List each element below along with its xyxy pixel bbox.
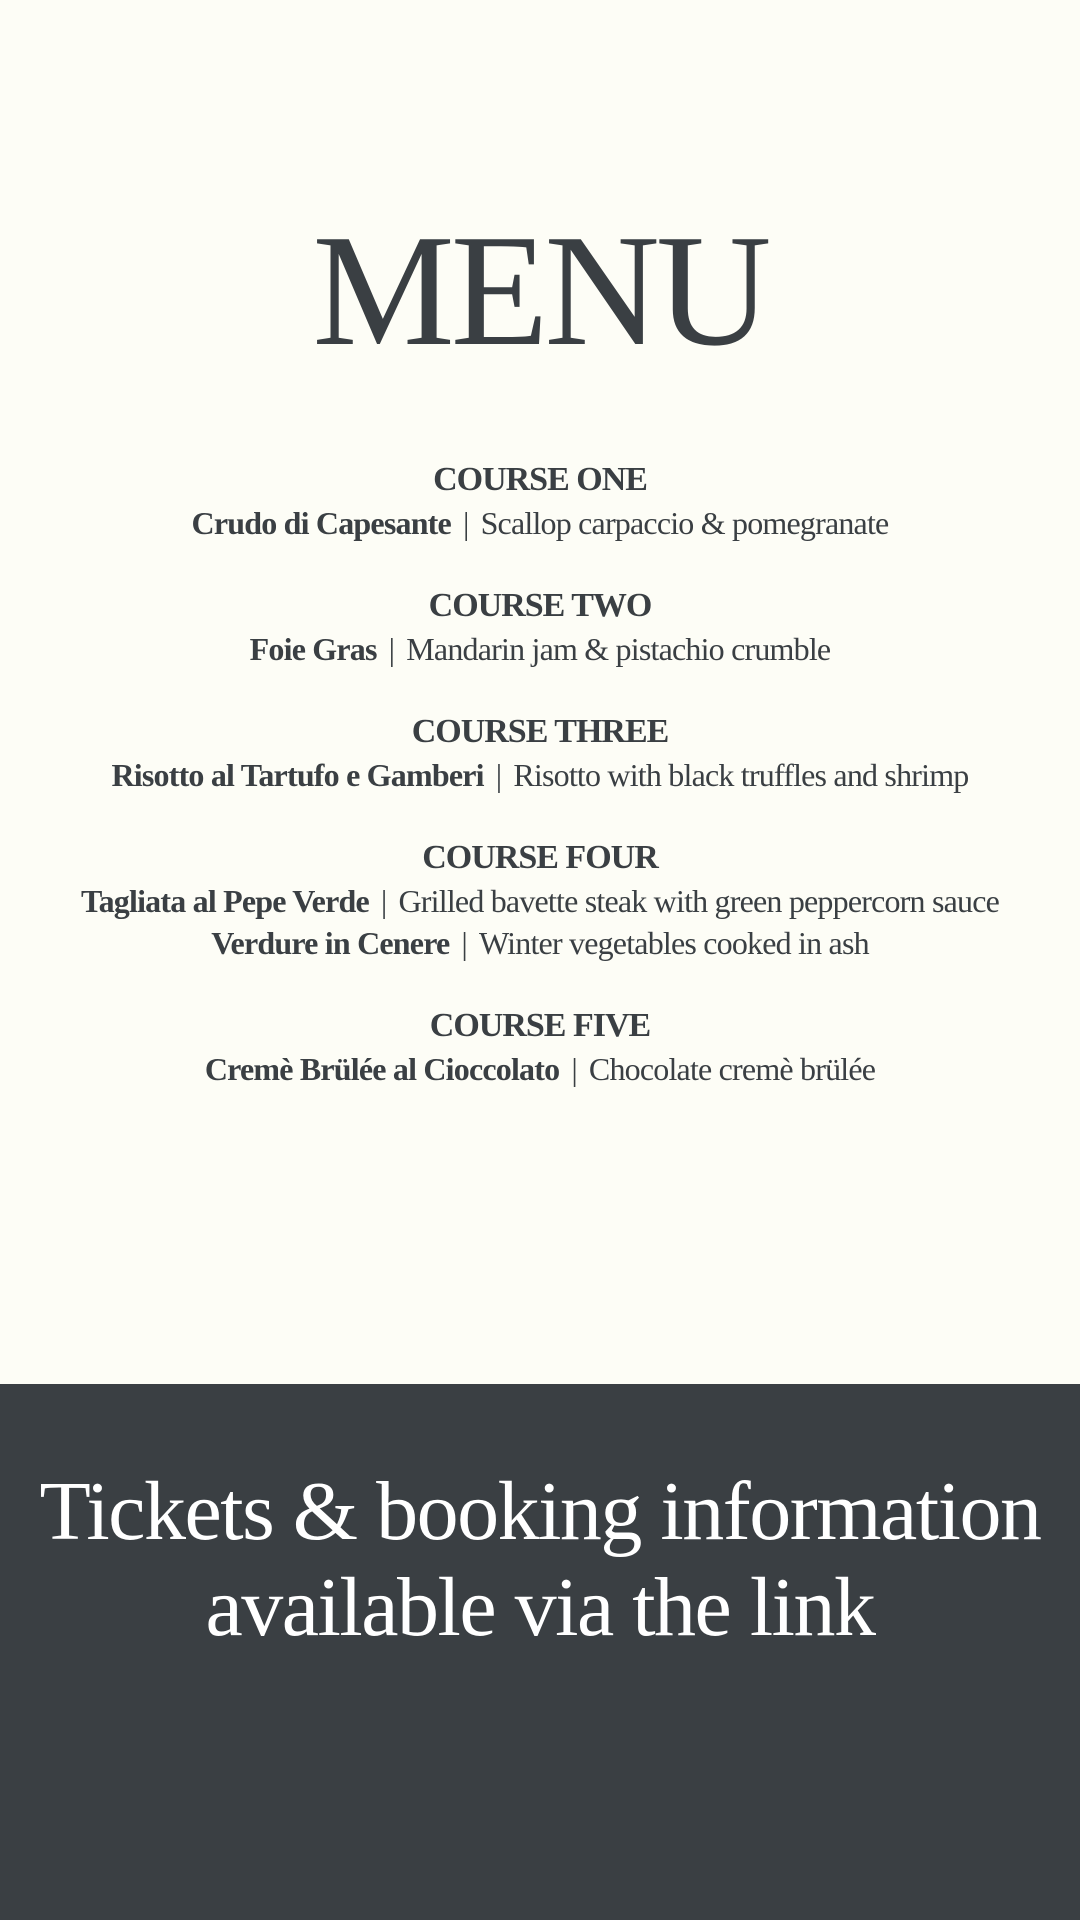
dish-name: Crudo di Capesante <box>191 505 451 541</box>
dish-description: Mandarin jam & pistachio crumble <box>406 631 831 667</box>
dish-separator: | <box>388 631 395 667</box>
course-three <box>0 710 1080 796</box>
dish-separator: | <box>461 925 468 961</box>
dish-name: Cremè Brülée al Cioccolato <box>204 1051 560 1087</box>
course-two <box>0 584 1080 670</box>
dish-description: Chocolate cremè brülée <box>588 1051 876 1087</box>
dish-separator: | <box>380 883 387 919</box>
dish-description: Winter vegetables cooked in ash <box>479 925 869 961</box>
booking-line-1: Tickets & booking information <box>39 1465 1041 1558</box>
dish-name: Verdure in Cenere <box>211 925 450 961</box>
dish-name: Foie Gras <box>249 631 377 667</box>
dish-item <box>0 502 1080 544</box>
course-heading: COURSE FIVE <box>429 1007 651 1044</box>
course-one <box>0 458 1080 544</box>
dish-name: Tagliata al Pepe Verde <box>80 883 369 919</box>
dish-item <box>0 880 1080 922</box>
course-list <box>0 458 1080 1090</box>
course-heading: COURSE THREE <box>411 713 669 750</box>
dish-separator: | <box>571 1051 577 1087</box>
dish-description: Grilled bavette steak with green peppercorn sauce <box>398 883 1000 919</box>
dish-name: Risotto al Tartufo e Gamberi <box>111 757 484 793</box>
dish-item <box>0 1048 1080 1090</box>
booking-banner <box>0 1384 1080 1920</box>
dish-item <box>0 628 1080 670</box>
dish-item <box>0 922 1080 964</box>
booking-info-text <box>0 1464 1080 1656</box>
dish-description: Risotto with black truffles and shrimp <box>513 757 969 793</box>
menu-title: MENU <box>312 201 768 379</box>
dish-item <box>0 754 1080 796</box>
course-four <box>0 836 1080 964</box>
dish-separator: | <box>495 757 502 793</box>
course-heading: COURSE TWO <box>428 587 652 624</box>
course-heading: COURSE ONE <box>433 461 647 498</box>
dish-separator: | <box>462 505 469 541</box>
course-five <box>0 1004 1080 1090</box>
booking-line-2: available via the link <box>205 1561 875 1654</box>
dish-description: Scallop carpaccio & pomegranate <box>480 505 889 541</box>
course-heading: COURSE FOUR <box>422 839 658 876</box>
